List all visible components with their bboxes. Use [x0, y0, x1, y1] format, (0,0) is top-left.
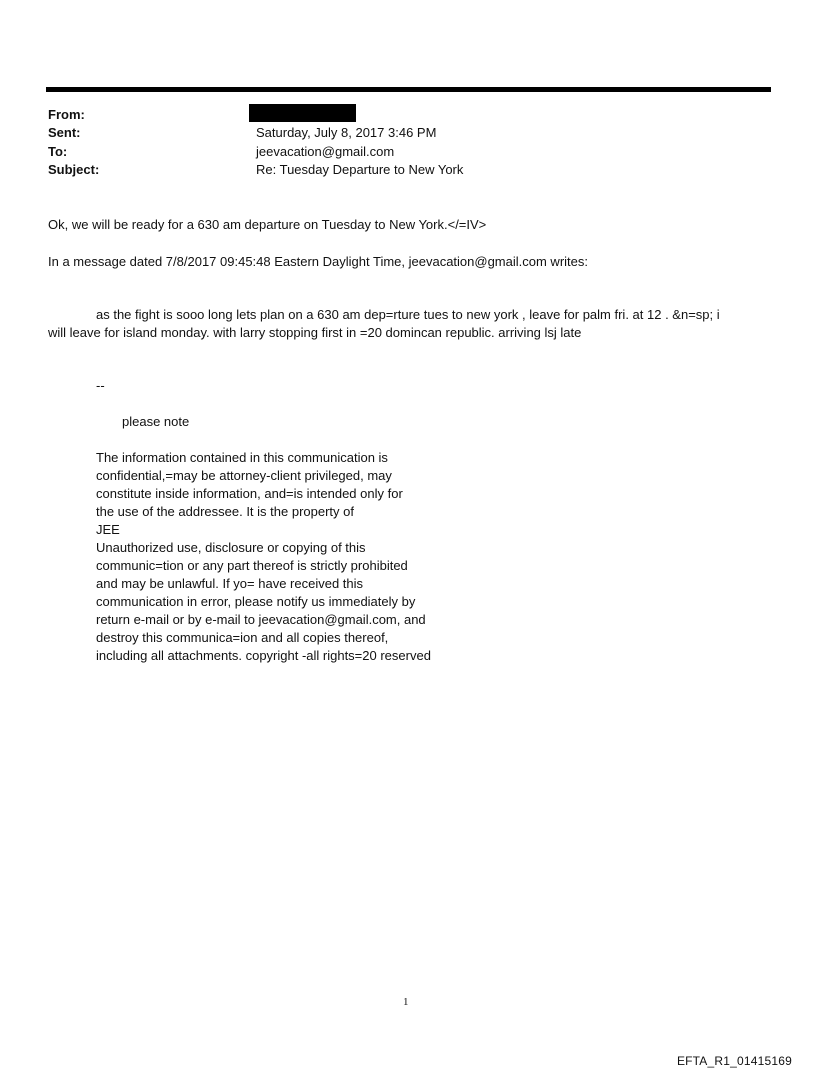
from-label: From:	[48, 107, 85, 122]
document-id: EFTA_R1_01415169	[676, 1054, 792, 1068]
subject-value: Re: Tuesday Departure to New York	[256, 162, 464, 177]
disclaimer-line: communication in error, please notify us immediately by	[96, 594, 416, 609]
quoted-line-2: will leave for island monday. with larry stopping first in =20 domincan republic. arriving lsj late	[48, 325, 582, 340]
quote-intro: In a message dated 7/8/2017 09:45:48 Eastern Daylight Time, jeevacation@gmail.com writes:	[48, 254, 588, 269]
redacted-sender	[249, 104, 356, 122]
reply-text: Ok, we will be ready for a 630 am departure on Tuesday to New York.</=IV>	[48, 217, 487, 232]
disclaimer-line: Unauthorized use, disclosure or copying of this	[96, 540, 366, 555]
to-label: To:	[48, 144, 68, 159]
disclaimer-line: constitute inside information, and=is intended only for	[96, 486, 403, 501]
disclaimer-line: confidential,=may be attorney-client privileged, may	[96, 468, 392, 483]
disclaimer-line: including all attachments. copyright -all rights=20 reserved	[96, 648, 431, 663]
disclaimer-line: the use of the addressee. It is the property of	[96, 504, 354, 519]
to-value: jeevacation@gmail.com	[256, 144, 395, 159]
please-note: please note	[122, 414, 190, 429]
disclaimer-line: return e-mail or by e-mail to jeevacation@gmail.com, and	[96, 612, 426, 627]
disclaimer-line: destroy this communica=ion and all copies thereof,	[96, 630, 389, 645]
disclaimer-line: JEE	[96, 522, 120, 537]
page-number: 1	[403, 996, 409, 1008]
disclaimer-line: The information contained in this communication is	[96, 450, 388, 465]
header-divider	[46, 87, 771, 92]
disclaimer-line: and may be unlawful. If yo= have received this	[96, 576, 364, 591]
sent-value: Saturday, July 8, 2017 3:46 PM	[256, 125, 437, 140]
signature-dashes: --	[96, 378, 105, 393]
quoted-line-1: as the fight is sooo long lets plan on a 630 am dep=rture tues to new york , leave for palm fri. at 12 . &n=sp; i	[96, 307, 720, 322]
subject-label: Subject:	[48, 162, 100, 177]
disclaimer-line: communic=tion or any part thereof is strictly prohibited	[96, 558, 408, 573]
sent-label: Sent:	[48, 125, 81, 140]
